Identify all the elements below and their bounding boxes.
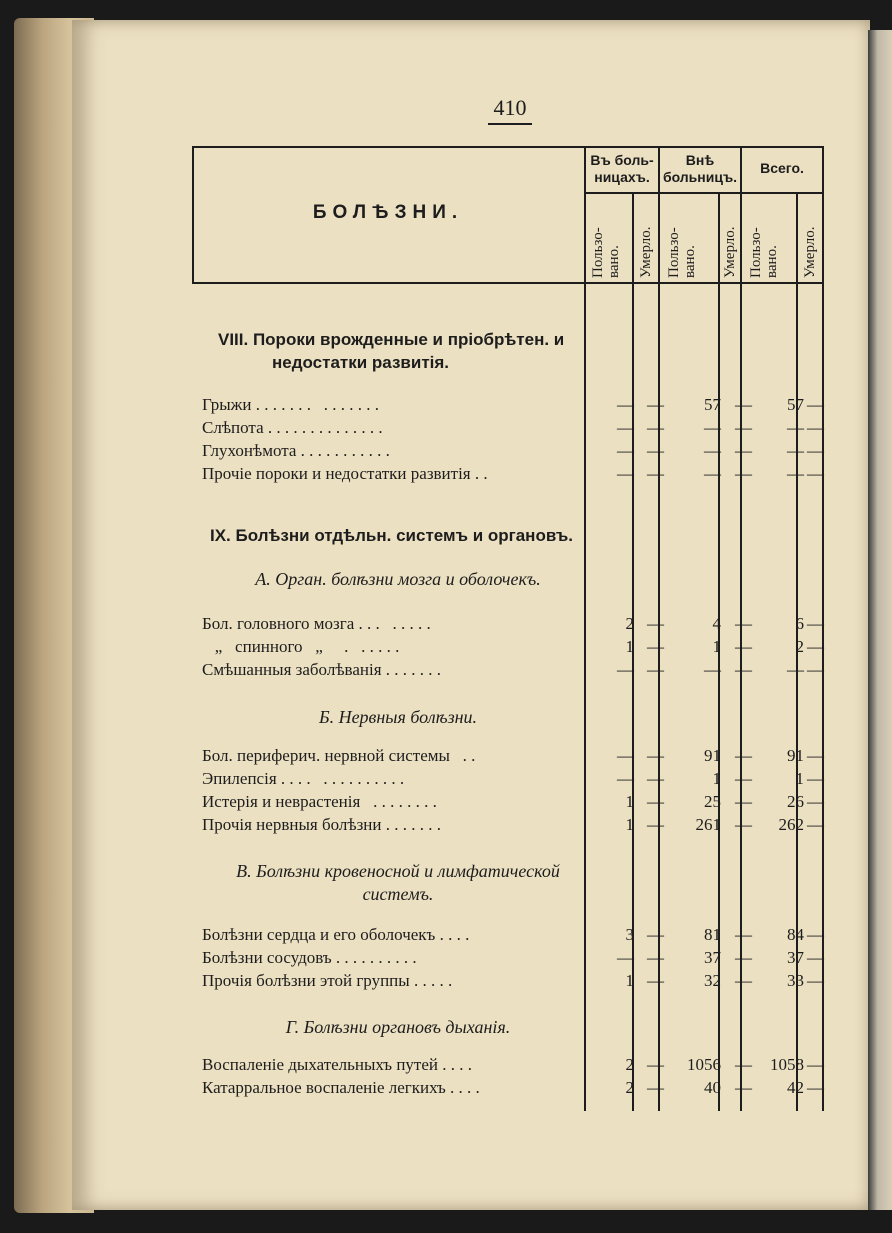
table-row bbox=[202, 1055, 824, 1078]
row-label: „ спинного „ . . . . . . bbox=[202, 637, 400, 656]
section-viii-line2: недостатки развитія. bbox=[272, 353, 450, 372]
row-label: Прочія болѣзни этой группы . . . . . bbox=[202, 971, 453, 990]
header-group-outside-line1: Внѣ bbox=[685, 152, 715, 168]
row-label: Болѣзни сосудовъ . . . . . . . . . . bbox=[202, 948, 417, 967]
row-value-c2: — bbox=[647, 815, 664, 834]
row-value-c5: — bbox=[787, 441, 804, 460]
row-value-c1: 2 bbox=[625, 1078, 634, 1097]
row-value-c4: — bbox=[735, 815, 752, 834]
row-value-c2: — bbox=[647, 418, 664, 437]
row-value-c4: — bbox=[735, 925, 752, 944]
table-row bbox=[202, 637, 824, 660]
subcol-died-2: Умерло. bbox=[722, 226, 738, 278]
row-value-c4: — bbox=[735, 464, 752, 483]
row-value-c4: — bbox=[735, 746, 752, 765]
row-label: Глухонѣмота . . . . . . . . . . . bbox=[202, 441, 390, 460]
row-value-c4: — bbox=[735, 637, 752, 656]
row-value-c4: — bbox=[735, 614, 752, 633]
row-value-c2: — bbox=[647, 769, 664, 788]
row-value-c3: 32 bbox=[704, 971, 721, 990]
row-label: Истерія и неврастенія . . . . . . . . bbox=[202, 792, 437, 811]
row-value-c5: 1058 bbox=[770, 1055, 804, 1074]
row-value-c5: — bbox=[787, 464, 804, 483]
row-value-c3: 1 bbox=[712, 769, 721, 788]
row-value-c3: 81 bbox=[704, 925, 721, 944]
row-value-c2: — bbox=[647, 1078, 664, 1097]
header-group-outside-line2: больницъ. bbox=[662, 169, 738, 185]
row-value-c1: 2 bbox=[625, 1055, 634, 1074]
table-row bbox=[202, 418, 824, 441]
row-value-c6: — bbox=[807, 614, 824, 633]
row-value-c2: — bbox=[647, 925, 664, 944]
row-value-c5: 33 bbox=[787, 971, 804, 990]
row-value-c1: — bbox=[617, 441, 634, 460]
row-value-c3: 1 bbox=[712, 637, 721, 656]
table-row bbox=[202, 769, 824, 792]
row-value-c1: 3 bbox=[625, 925, 634, 944]
table-row bbox=[202, 395, 824, 418]
row-value-c3: 57 bbox=[704, 395, 721, 414]
table-row bbox=[202, 815, 824, 838]
row-value-c5: 262 bbox=[778, 815, 804, 834]
subsection-g-title: Г. Болѣзни органовъ дыханія. bbox=[285, 1017, 511, 1037]
header-group-hospitals bbox=[586, 152, 658, 186]
row-value-c1: — bbox=[617, 769, 634, 788]
row-label: Грыжи . . . . . . . . . . . . . . bbox=[202, 395, 380, 414]
row-value-c1: 1 bbox=[625, 637, 634, 656]
row-value-c2: — bbox=[647, 464, 664, 483]
table-row bbox=[202, 441, 824, 464]
row-value-c6: — bbox=[807, 971, 824, 990]
subsection-b-title: Б. Нервныя болѣзни. bbox=[318, 707, 478, 727]
table-row bbox=[202, 971, 824, 994]
page-number: 410 bbox=[488, 95, 532, 125]
row-value-c6: — bbox=[807, 637, 824, 656]
row-label: Катарральное воспаленіе легкихъ . . . . bbox=[202, 1078, 480, 1097]
row-value-c1: — bbox=[617, 395, 634, 414]
table-row bbox=[202, 660, 824, 683]
row-value-c5: 42 bbox=[787, 1078, 804, 1097]
facing-page-edge bbox=[868, 30, 892, 1210]
row-value-c6: — bbox=[807, 815, 824, 834]
row-value-c6: — bbox=[807, 395, 824, 414]
row-value-c3: — bbox=[704, 418, 721, 437]
row-value-c4: — bbox=[735, 769, 752, 788]
row-value-c5: 2 bbox=[795, 637, 804, 656]
row-value-c6: — bbox=[807, 418, 824, 437]
subcol-died-1: Умерло. bbox=[638, 226, 654, 278]
subsection-v-line2: системъ. bbox=[362, 884, 434, 904]
row-value-c5: 91 bbox=[787, 746, 804, 765]
row-value-c3: 4 bbox=[712, 614, 721, 633]
row-value-c2: — bbox=[647, 637, 664, 656]
row-value-c3: — bbox=[704, 441, 721, 460]
row-value-c6: — bbox=[807, 746, 824, 765]
row-value-c6: — bbox=[807, 769, 824, 788]
row-value-c1: 1 bbox=[625, 792, 634, 811]
row-value-c6: — bbox=[807, 1055, 824, 1074]
row-value-c2: — bbox=[647, 971, 664, 990]
row-label: Эпилепсія . . . . . . . . . . . . . . bbox=[202, 769, 405, 788]
row-label: Воспаленіе дыхательныхъ путей . . . . bbox=[202, 1055, 472, 1074]
table-row bbox=[202, 1078, 824, 1101]
row-value-c6: — bbox=[807, 464, 824, 483]
row-label: Прочіе пороки и недостатки развитія . . bbox=[202, 464, 488, 483]
row-value-c1: 2 bbox=[625, 614, 634, 633]
subcol-died-3: Умерло. bbox=[802, 226, 818, 278]
row-value-c5: — bbox=[787, 418, 804, 437]
subsection-v-title bbox=[202, 860, 594, 906]
row-value-c5: 6 bbox=[795, 614, 804, 633]
row-value-c5: 37 bbox=[787, 948, 804, 967]
row-label: Болѣзни сердца и его оболочекъ . . . . bbox=[202, 925, 470, 944]
subsection-a-title: А. Орган. болѣзни мозга и оболочекъ. bbox=[255, 569, 541, 589]
row-value-c6: — bbox=[807, 792, 824, 811]
header-group-rule bbox=[584, 192, 824, 194]
row-value-c2: — bbox=[647, 660, 664, 679]
row-value-c6: — bbox=[807, 948, 824, 967]
row-label: Смѣшанныя заболѣванія . . . . . . . bbox=[202, 660, 442, 679]
row-label: Бол. периферич. нервной системы . . bbox=[202, 746, 476, 765]
row-value-c3: 261 bbox=[695, 815, 721, 834]
header-bottom-rule bbox=[192, 282, 824, 284]
table-row bbox=[202, 464, 824, 487]
row-value-c2: — bbox=[647, 792, 664, 811]
header-group-total-line1: Всего. bbox=[760, 160, 804, 176]
table-row bbox=[202, 746, 824, 769]
row-value-c2: — bbox=[647, 395, 664, 414]
row-value-c5: 26 bbox=[787, 792, 804, 811]
table-title: БОЛѢЗНИ. bbox=[312, 202, 464, 223]
table-row bbox=[202, 614, 824, 637]
row-value-c3: — bbox=[704, 464, 721, 483]
header-group-total bbox=[742, 160, 822, 177]
row-value-c1: — bbox=[617, 746, 634, 765]
row-label: Прочія нервныя болѣзни . . . . . . . bbox=[202, 815, 441, 834]
row-value-c1: — bbox=[617, 418, 634, 437]
subcol-treated-2: Пользо- вано. bbox=[666, 227, 698, 278]
row-value-c4: — bbox=[735, 441, 752, 460]
row-value-c3: 37 bbox=[704, 948, 721, 967]
row-value-c4: — bbox=[735, 660, 752, 679]
row-value-c1: 1 bbox=[625, 815, 634, 834]
row-value-c3: 25 bbox=[704, 792, 721, 811]
subsection-v-line1: В. Болѣзни кровеносной и лимфатической bbox=[236, 861, 560, 881]
row-label: Слѣпота . . . . . . . . . . . . . . bbox=[202, 418, 383, 437]
row-value-c4: — bbox=[735, 792, 752, 811]
row-value-c2: — bbox=[647, 948, 664, 967]
row-value-c3: — bbox=[704, 660, 721, 679]
row-label: Бол. головного мозга . . . . . . . . bbox=[202, 614, 431, 633]
row-value-c5: 1 bbox=[795, 769, 804, 788]
table-top-rule bbox=[192, 146, 824, 148]
row-value-c2: — bbox=[647, 441, 664, 460]
table-row bbox=[202, 925, 824, 948]
row-value-c4: — bbox=[735, 418, 752, 437]
row-value-c6: — bbox=[807, 660, 824, 679]
row-value-c2: — bbox=[647, 1055, 664, 1074]
row-value-c5: 84 bbox=[787, 925, 804, 944]
table-row bbox=[202, 792, 824, 815]
header-group-hospitals-line1: Въ боль- bbox=[590, 152, 654, 168]
subcol-treated-1: Пользо- вано. bbox=[590, 227, 622, 278]
row-value-c4: — bbox=[735, 1078, 752, 1097]
row-value-c1: — bbox=[617, 660, 634, 679]
row-value-c3: 91 bbox=[704, 746, 721, 765]
row-value-c3: 40 bbox=[704, 1078, 721, 1097]
row-value-c2: — bbox=[647, 746, 664, 765]
table-row bbox=[202, 948, 824, 971]
row-value-c2: — bbox=[647, 614, 664, 633]
header-group-hospitals-line2: ницахъ. bbox=[594, 169, 650, 185]
row-value-c4: — bbox=[735, 971, 752, 990]
row-value-c4: — bbox=[735, 1055, 752, 1074]
row-value-c1: — bbox=[617, 464, 634, 483]
row-value-c6: — bbox=[807, 441, 824, 460]
section-ix-title: IX. Болѣзни отдѣльн. системъ и органовъ. bbox=[210, 526, 573, 545]
row-value-c6: — bbox=[807, 1078, 824, 1097]
row-value-c5: — bbox=[787, 660, 804, 679]
row-value-c4: — bbox=[735, 395, 752, 414]
header-group-outside bbox=[660, 152, 740, 186]
row-value-c5: 57 bbox=[787, 395, 804, 414]
section-viii-line1: VIII. Пороки врожденные и пріобрѣтен. и bbox=[218, 330, 565, 349]
row-value-c1: — bbox=[617, 948, 634, 967]
row-value-c3: 1056 bbox=[687, 1055, 721, 1074]
row-value-c4: — bbox=[735, 948, 752, 967]
row-value-c1: 1 bbox=[625, 971, 634, 990]
subcol-treated-3: Пользо- вано. bbox=[748, 227, 780, 278]
row-value-c6: — bbox=[807, 925, 824, 944]
section-viii-title bbox=[218, 328, 564, 374]
